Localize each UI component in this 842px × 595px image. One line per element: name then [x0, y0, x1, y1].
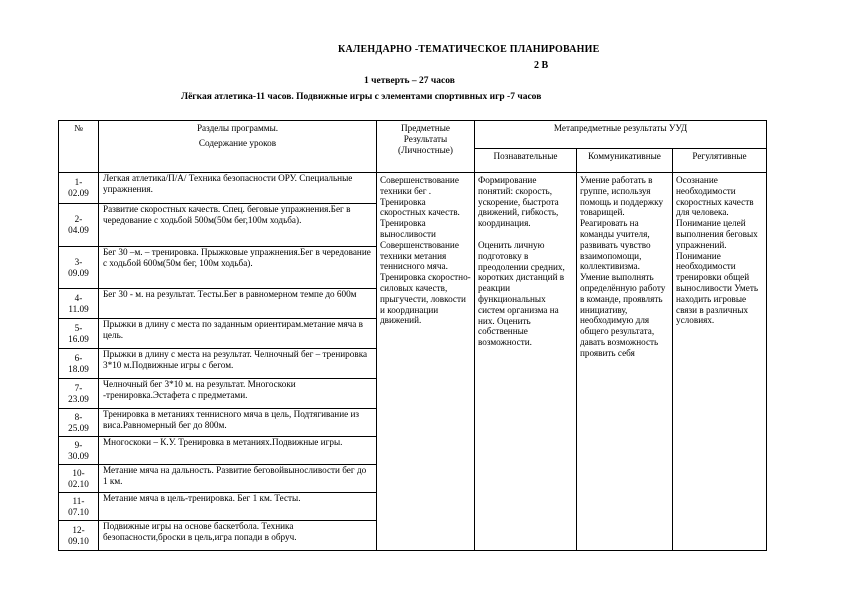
header-num: №: [59, 121, 99, 173]
row-content: Прыжки в длину с места по заданным ориентирам.метание мяча в цель.: [99, 319, 377, 349]
row-num: 1- 02.09: [59, 173, 99, 204]
header-subject-results: Предметные Результаты (Личностные): [377, 121, 475, 173]
row-content: Челночный бег 3*10 м. на результат. Многоскоки -тренировка.Эстафета с предметами.: [99, 379, 377, 409]
quarter-label: 1 четверть – 27 часов: [364, 76, 455, 86]
row-num: 4- 11.09: [59, 289, 99, 319]
header-regulatory: Регулятивные: [673, 149, 767, 173]
cognitive-text-2: Оценить личную подготовку в преодолении средних, коротких дистанций в реакции функциональных систем организма на них. Оценить собственные возможности.: [478, 239, 565, 348]
row-num: 3- 09.09: [59, 247, 99, 289]
row-num: 8- 25.09: [59, 409, 99, 437]
row-content: Прыжки в длину с места на результат. Челночный бег – тренировка 3*10 м.Подвижные игры с бегом.: [99, 349, 377, 379]
subject-results-cell: Совершенствование техники бег . Тренировка скоростных качеств. Тренировка выносливости Совершенствование техники метания теннисного мяча. Тренировка скоростно-силовых качеств, прыгучести, ловкости и координации движений.: [377, 173, 475, 551]
header-cognitive: Познавательные: [475, 149, 577, 173]
row-num: 10- 02.10: [59, 465, 99, 493]
planning-table: [58, 120, 767, 551]
regulatory-cell: Осознание необходимости скоростных качеств для человека. Понимание целей выполнения беговых упражнений. Понимание необходимости тренировки общей выносливости Уметь находить игровые связи в различных условиях.: [673, 173, 767, 551]
row-content: Многоскоки – К.У. Тренировка в метаниях.Подвижные игры.: [99, 437, 377, 465]
row-content: Легкая атлетика/П/А/ Техника безопасности ОРУ. Специальные упражнения.: [99, 173, 377, 204]
communicative-cell: Умение работать в группе, используя помощь и поддержку товарищей. Реагировать на команды учителя, развивать чувство взаимопомощи, коллективизма. Умение выполнять определённую работу в команде, проявлять инициативу, необходимую для общего результата, давать возможность проявить себя: [577, 173, 673, 551]
header-meta-results: Метапредметные результаты УУД: [475, 121, 767, 149]
row-num: 12- 09.10: [59, 521, 99, 551]
row-num: 5- 16.09: [59, 319, 99, 349]
row-content: Метание мяча в цель-тренировка. Бег 1 км. Тесты.: [99, 493, 377, 521]
page-subtitle: Лёгкая атлетика-11 часов. Подвижные игры с элементами спортивных игр -7 часов: [181, 92, 542, 102]
header-sections-line1: Разделы программы.: [196, 123, 279, 133]
class-label: 2 В: [534, 60, 549, 71]
row-num: 9- 30.09: [59, 437, 99, 465]
row-content: Развитие скоростных качеств. Спец. беговые упражнения.Бег в чередование с ходьбой 500м(50м бег,100м ходьба).: [99, 204, 377, 247]
header-communicative: Коммуникативные: [577, 149, 673, 173]
row-content: Метание мяча на дальность. Развитие беговойвыносливости бег до 1 км.: [99, 465, 377, 493]
row-num: 7- 23.09: [59, 379, 99, 409]
header-sections: [99, 121, 377, 173]
row-content: Бег 30 –м. – тренировка. Прыжковые упражнения.Бег в чередование с ходьбой 600м(50м бег, 100м ходьба).: [99, 247, 377, 289]
row-num: 2- 04.09: [59, 204, 99, 247]
row-content: Подвижные игры на основе баскетбола. Техника безопасности,броски в цель,игра попади в обруч.: [99, 521, 377, 551]
page-title: КАЛЕНДАРНО -ТЕМАТИЧЕСКОЕ ПЛАНИРОВАНИЕ: [338, 44, 600, 55]
cognitive-text-1: Формирование понятий: скорость, ускорение, быстрота движений, гибкость, координация.: [478, 175, 559, 229]
cognitive-cell: [475, 173, 577, 551]
row-content: Тренировка в метаниях теннисного мяча в цель, Подтягивание из виса.Равномерный бег до 800м.: [99, 409, 377, 437]
row-num: 11- 07.10: [59, 493, 99, 521]
row-content: Бег 30 - м. на результат. Тесты.Бег в равномерном темпе до 600м: [99, 289, 377, 319]
row-num: 6- 18.09: [59, 349, 99, 379]
header-sections-line2: Содержание уроков: [198, 137, 277, 148]
